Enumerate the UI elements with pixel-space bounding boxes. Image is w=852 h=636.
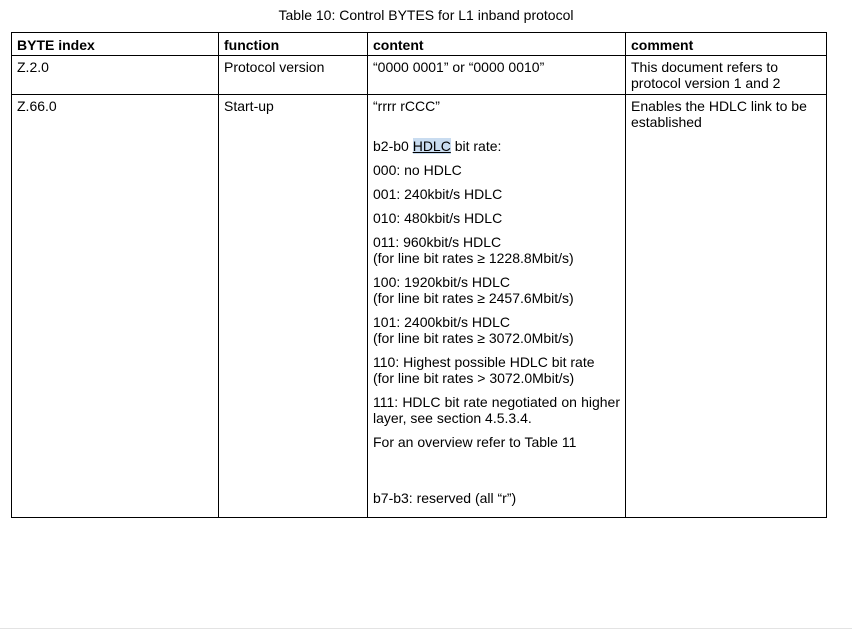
cell-byte-index: Z.2.0 (12, 56, 219, 95)
bitrate-option: 111: HDLC bit rate negotiated on higher layer, see section 4.5.3.4. (373, 394, 620, 426)
cell-function: Protocol version (219, 56, 368, 95)
bitrate-heading (373, 138, 620, 154)
bitrate-suffix: bit rate: (450, 138, 502, 154)
cell-function: Start-up (219, 95, 368, 518)
bitrate-option (373, 314, 620, 346)
header-function: function (219, 33, 368, 56)
table-header-row (12, 33, 827, 56)
cell-content (368, 95, 626, 518)
bitrate-option-note: (for line bit rates > 3072.0Mbit/s) (373, 370, 575, 386)
overview-reference: For an overview refer to Table 11 (373, 434, 577, 450)
header-comment: comment (626, 33, 827, 56)
table-caption: Table 10: Control BYTES for L1 inband protocol (278, 7, 574, 23)
hdlc-highlight: HDLC (412, 138, 451, 154)
bitrate-option (373, 234, 620, 266)
bitrate-prefix: b2-b0 (373, 138, 413, 154)
control-bytes-table (11, 32, 827, 518)
bitrate-option-main: 011: 960kbit/s HDLC (373, 234, 502, 250)
table-row (12, 56, 827, 95)
bitrate-option-note: (for line bit rates ≥ 3072.0Mbit/s) (373, 330, 574, 346)
bitrate-option-main: 101: 2400kbit/s HDLC (373, 314, 510, 330)
bitrate-option-note: (for line bit rates ≥ 1228.8Mbit/s) (373, 250, 574, 266)
bitrate-option (373, 274, 620, 306)
bitrate-option-main: 110: Highest possible HDLC bit rate (373, 354, 595, 370)
bitrate-option-main: 100: 1920kbit/s HDLC (373, 274, 510, 290)
bitrate-option-note: (for line bit rates ≥ 2457.6Mbit/s) (373, 290, 574, 306)
cell-comment: This document refers to protocol version 1 and 2 (626, 56, 827, 95)
page-bottom-edge (0, 628, 852, 636)
bitrate-option: 001: 240kbit/s HDLC (373, 186, 503, 202)
header-content: content (368, 33, 626, 56)
content-pattern: “rrrr rCCC” (373, 98, 440, 114)
table-row (12, 95, 827, 518)
header-byte-index: BYTE index (12, 33, 219, 56)
cell-content: “0000 0001” or “0000 0010” (368, 56, 626, 95)
bitrate-option: 010: 480kbit/s HDLC (373, 210, 503, 226)
bitrate-option: 000: no HDLC (373, 162, 462, 178)
cell-comment: Enables the HDLC link to be established (626, 95, 827, 518)
reserved-bits: b7-b3: reserved (all “r”) (373, 490, 517, 506)
cell-byte-index: Z.66.0 (12, 95, 219, 518)
bitrate-option (373, 354, 620, 386)
